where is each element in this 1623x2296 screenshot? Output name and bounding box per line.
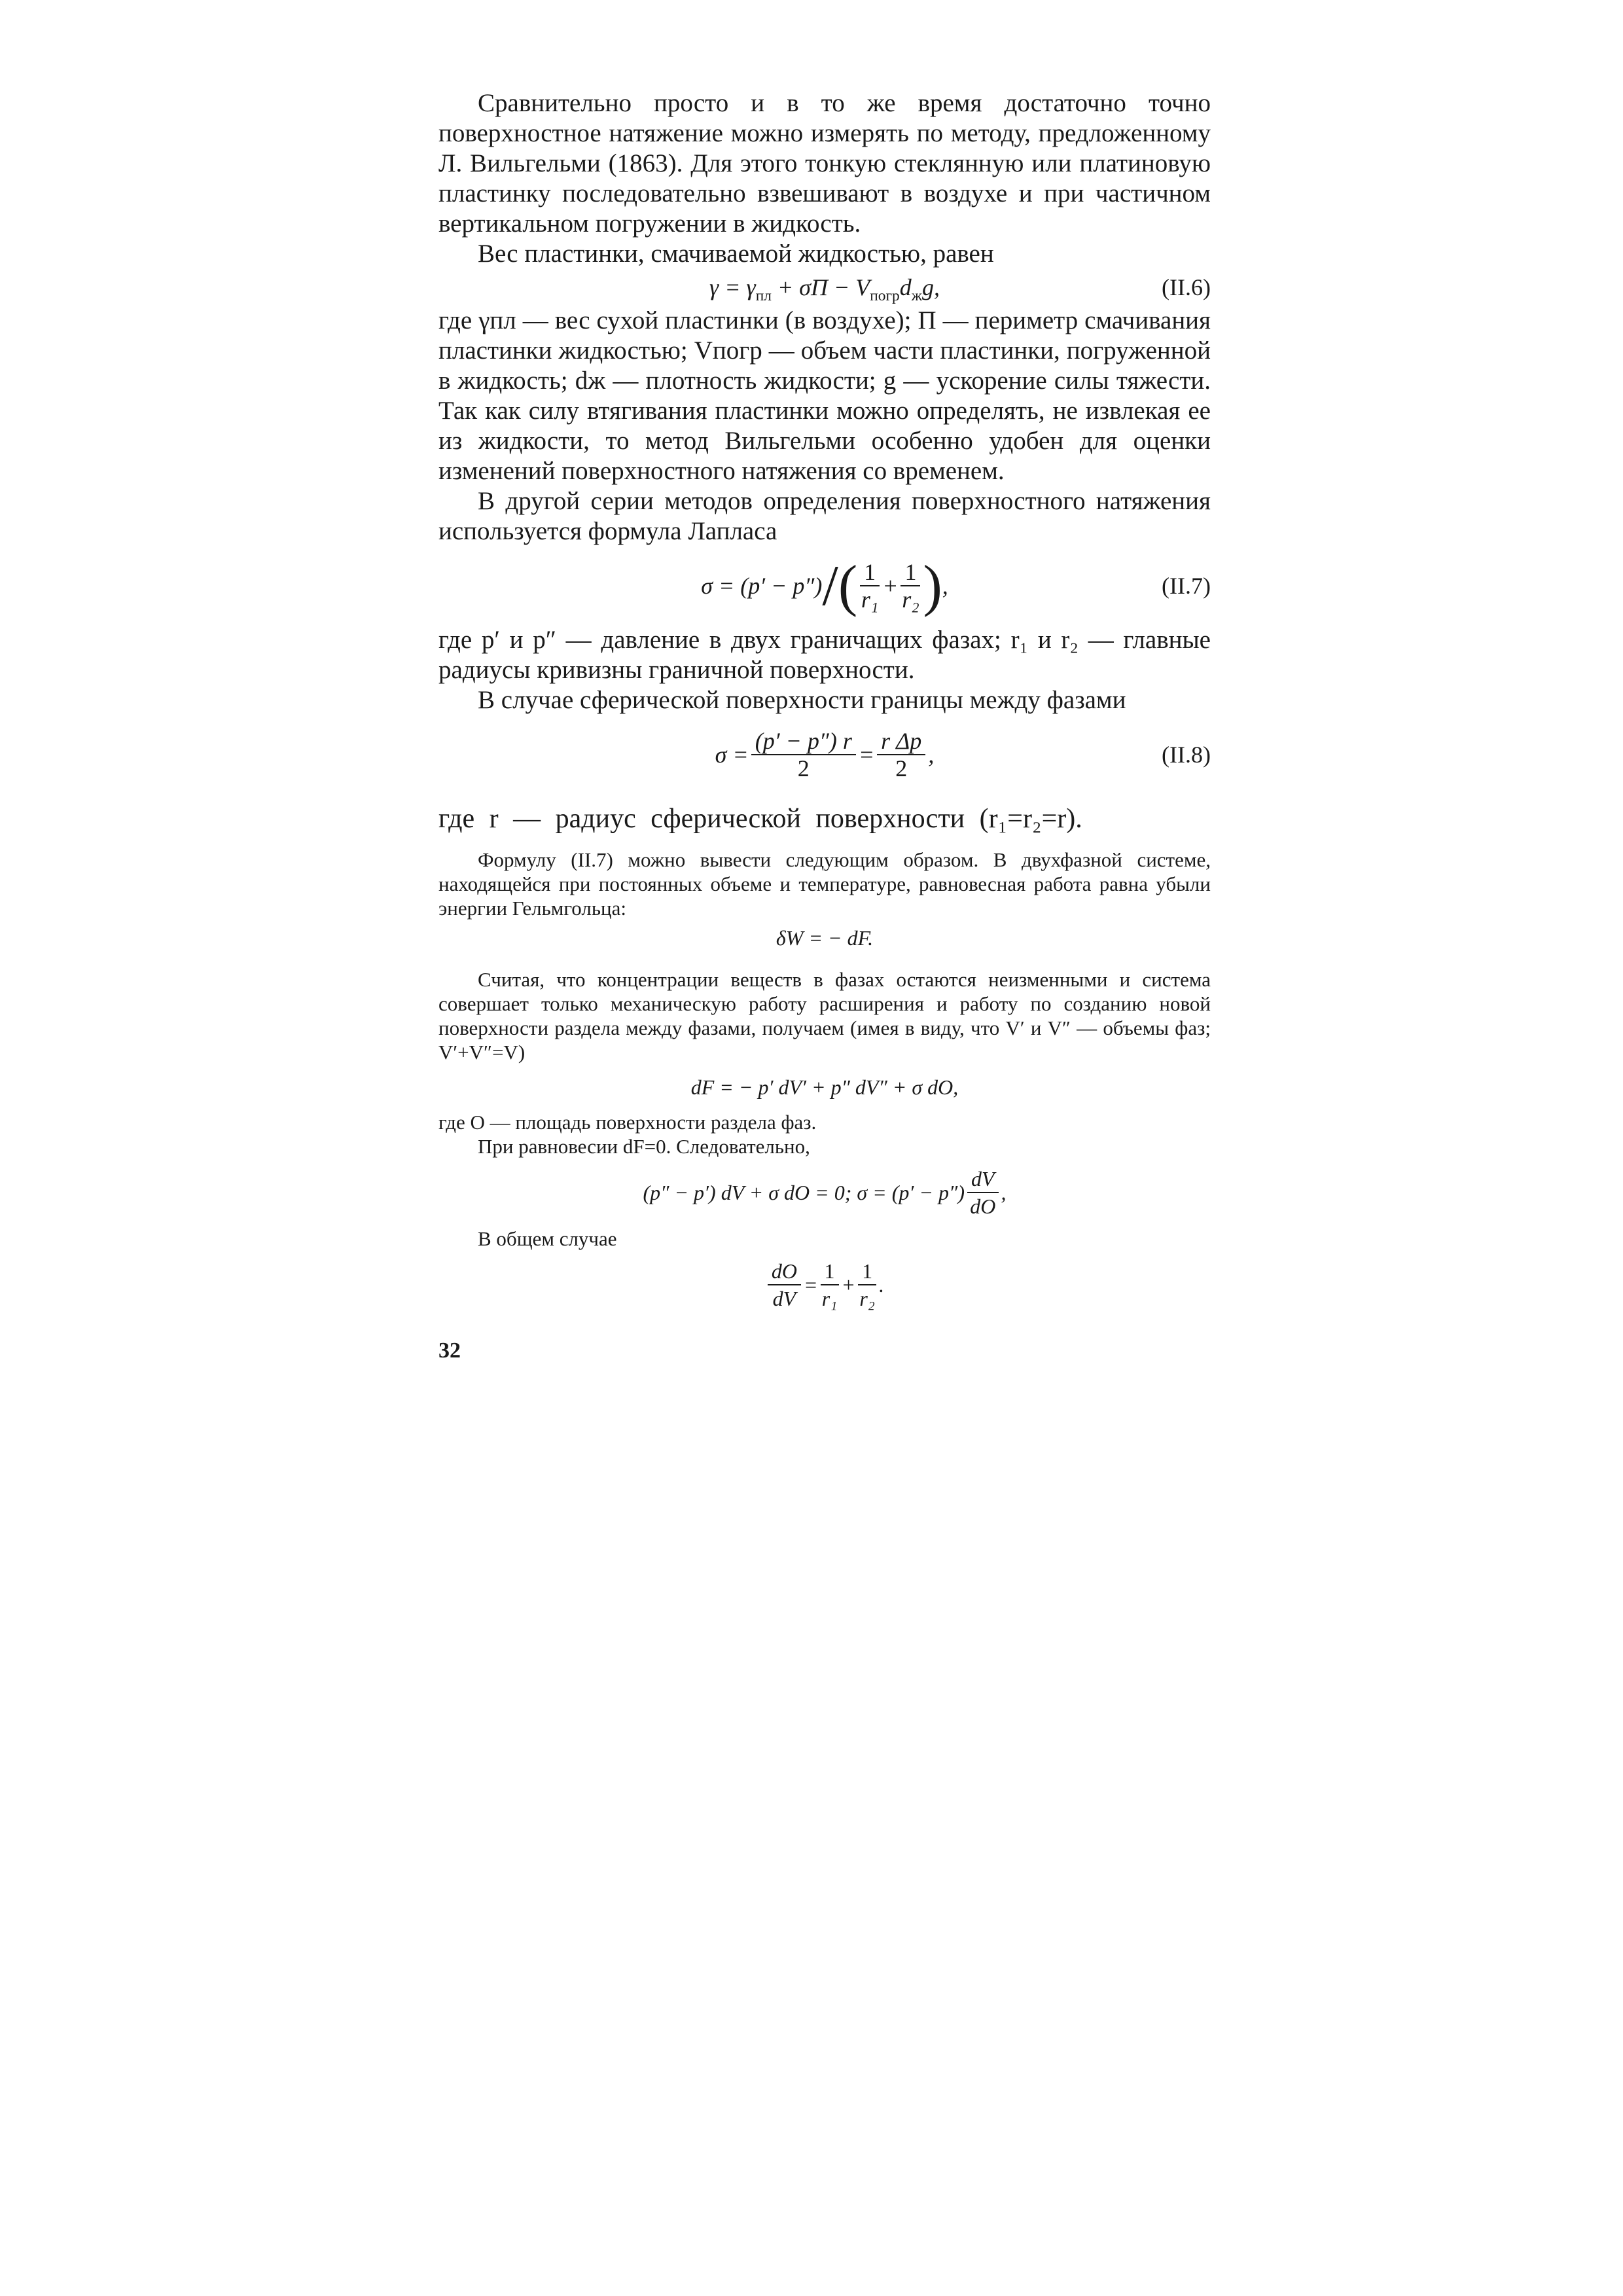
eq-II8-equals: =	[858, 742, 875, 768]
equation-curvature	[438, 1251, 1211, 1319]
eq-II6-d: d	[899, 274, 912, 300]
equation-number-II6: (II.6)	[1162, 274, 1211, 300]
page-number: 32	[438, 1338, 461, 1363]
equation-number-II7: (II.7)	[1162, 573, 1211, 599]
eq-II7-frac-r1: $\frac{1}{\text{r₁}}$	[861, 559, 879, 613]
eq-II8-frac1: $\frac{(p' - p'') r}{2}$	[751, 728, 856, 781]
eq-curvature-plus: +	[841, 1272, 856, 1297]
eq-equilibrium-frac: $\frac{dV}{dO}$	[967, 1166, 999, 1219]
small-derivation-intro: Формулу (II.7) можно вывести следующим образом. В двухфазной системе, находящейся при постоянных объеме и температуре, равновесная работа равна убыли энергии Гельмгольца:	[438, 848, 1211, 920]
eq-II6-gamma: γ	[746, 274, 756, 300]
document-page	[438, 88, 1211, 1363]
equation-equilibrium	[438, 1158, 1211, 1227]
eq-II6-g: g,	[921, 274, 940, 300]
eq-curvature-frac-r2: $\frac{1}{\text{r₂}}$	[858, 1258, 876, 1312]
eq-II6-sub-pl: пл	[755, 287, 772, 305]
eq-II7-plus: +	[882, 573, 899, 599]
eq-curvature-dot: .	[879, 1272, 885, 1297]
equation-helmholtz: δW = − dF.	[776, 926, 874, 950]
eq-II7-frac-r2: $\frac{1}{\text{r₂}}$	[902, 559, 919, 613]
eq-equilibrium-main: (p″ − p′) dV + σ dO = 0; σ = (p′ − p″)	[643, 1180, 965, 1204]
paragraph-spherical: В случае сферической поверхности границы между фазами	[478, 686, 1126, 714]
small-area-def: где O — площадь поверхности раздела фаз.	[438, 1111, 817, 1134]
small-equilibrium: При равновесии dF=0. Следовательно,	[478, 1135, 810, 1158]
eq-II6-mid: + σΠ − V	[771, 274, 870, 300]
small-derivation-assumptions: Считая, что концентрации веществ в фазах остаются неизменными и система совершает только механическую работу расширения и работу по созданию новой поверхности раздела между фазами, получаем (имея в виду, что V′ и V″ — объемы фаз; V′+V″=V)	[438, 968, 1211, 1064]
eq-II7-comma: ,	[942, 573, 948, 599]
equation-II7: σ = (p′ − p″) / ( $\frac{1}{\text{r₁}}$ + $\frac{1}{\text{r₂}}$ ) , (II.7)	[701, 554, 1211, 618]
paragraph-plate-weight: Вес пластинки, смачиваемой жидкостью, равен	[478, 240, 994, 268]
eq-curvature-frac-dOdV: $\frac{dO}{dV}$	[768, 1258, 801, 1312]
eq-II6-lhs: γ	[709, 274, 719, 300]
eq-curvature-equals: =	[803, 1272, 818, 1297]
eq-II6-sub-pogr: погр	[870, 287, 900, 305]
paragraph-symbols-II7: где p′ и p″ — давление в двух граничащих фазах; r₁ и r₂ — главные радиусы кривизны граничной поверхности.	[438, 626, 1211, 684]
eq-II8-comma: ,	[928, 742, 935, 768]
eq-II7-lhs: σ = (p′ − p″)	[701, 573, 823, 599]
eq-curvature-frac-r1: $\frac{1}{\text{r₁}}$	[821, 1258, 839, 1312]
eq-II8-lhs: σ =	[715, 742, 749, 768]
equation-II8	[438, 715, 1211, 794]
eq-II7-slash: /	[822, 554, 838, 618]
paragraph-laplace-intro: В другой серии методов определения поверхностного натяжения используется формула Лапласа	[438, 487, 1211, 545]
equation-number-II8: (II.8)	[1162, 742, 1211, 768]
paragraph-wilhelmy-intro: Сравнительно просто и в то же время достаточно точно поверхностное натяжение можно измерять по методу, предложенному Л. Вильгельми (1863). Для этого тонкую стеклянную или платиновую пластинку последовательно взвешивают в воздухе и при частичном вертикальном погружении в жидкость.	[438, 89, 1211, 238]
equation-dF: dF = − p′ dV′ + p″ dV″ + σ dO,	[690, 1075, 959, 1099]
small-general-case: В общем случае	[478, 1227, 617, 1250]
paragraph-radius-def: где r — радиус сферической поверхности (r₁=r₂=r).	[438, 804, 1082, 834]
eq-II6-sub-zh: ж	[911, 287, 922, 305]
eq-equilibrium-comma: ,	[1001, 1180, 1007, 1204]
eq-II8-frac2: $\frac{\text{r Δp}}{2}$	[877, 728, 925, 781]
paragraph-symbols-II6: где γпл — вес сухой пластинки (в воздухе); Π — периметр смачивания пластинки жидкостью; Vпогр — объем части пластинки, погруженной в жидкость; dж — плотность жидкости; g — ускорение силы тяжести. Так как силу втягивания пластинки можно определять, не извлекая ее из жидкости, то метод Вильгельми особенно удобен для оценки изменений поверхностного натяжения со временем.	[438, 306, 1211, 485]
equation-II6: $\gamma = \gamma_{пл} + \sigma\Pi - V_{погр}d_жg$, (II.6)	[438, 269, 1211, 306]
